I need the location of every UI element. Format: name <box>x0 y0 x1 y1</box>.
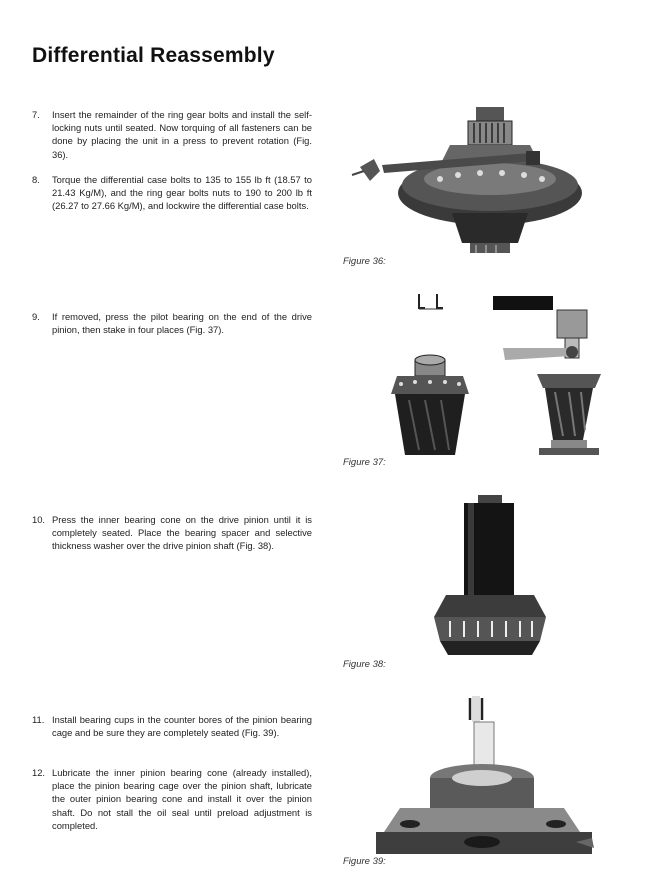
step-text: Press the inner bearing cone on the drive pinion until it is completely seated. Place the bearing spacer and selective thickness washer over the drive pinion shaft (Fig. 38). <box>52 514 312 552</box>
step-number: 8. <box>32 174 40 185</box>
step-number: 12. <box>32 767 46 778</box>
step-8 <box>32 173 312 213</box>
figure-37-image <box>385 290 605 455</box>
step-9 <box>32 310 312 336</box>
step-7 <box>32 108 312 161</box>
step-11 <box>32 713 312 739</box>
step-text: If removed, press the pilot bearing on the end of the drive pinion, then stake in four places (Fig. 37). <box>52 311 312 336</box>
step-number: 10. <box>32 514 46 525</box>
figure-36-caption: Figure 36: <box>343 256 386 267</box>
step-12 <box>32 766 312 832</box>
figure-39-caption: Figure 39: <box>343 856 386 867</box>
step-text: Torque the differential case bolts to 135 to 155 lb ft (18.57 to 21.43 Kg/M), and the ring gear bolts nuts to 190 to 200 lb ft (26.27 to 27.66 Kg/M), and lockwire the differential case bolts. <box>52 174 312 212</box>
step-number: 7. <box>32 109 40 120</box>
step-text: Lubricate the inner pinion bearing cone (already installed), place the pinion bearing cage over the pinion shaft, lubricate the outer pinion bearing cone and install it over the pinion shaft. Do not stall the oil seal until preload adjustment is completed. <box>52 767 312 831</box>
figure-37-caption: Figure 37: <box>343 457 386 468</box>
step-number: 11. <box>32 714 45 725</box>
figure-38-image <box>420 495 560 655</box>
figure-36-image <box>340 105 590 255</box>
step-text: Insert the remainder of the ring gear bolts and install the self-locking nuts until seated. Now torquing of all fasteners can be done by placing the unit in a press to prevent rotation (Fig. 36). <box>52 109 312 160</box>
page-title: Differential Reassembly <box>32 44 275 67</box>
figure-39-image <box>370 692 600 854</box>
step-number: 9. <box>32 311 40 322</box>
step-text: Install bearing cups in the counter bores of the pinion bearing cage and be sure they are completely seated (Fig. 39). <box>52 714 312 739</box>
figure-38-caption: Figure 38: <box>343 659 386 670</box>
step-10 <box>32 513 312 553</box>
